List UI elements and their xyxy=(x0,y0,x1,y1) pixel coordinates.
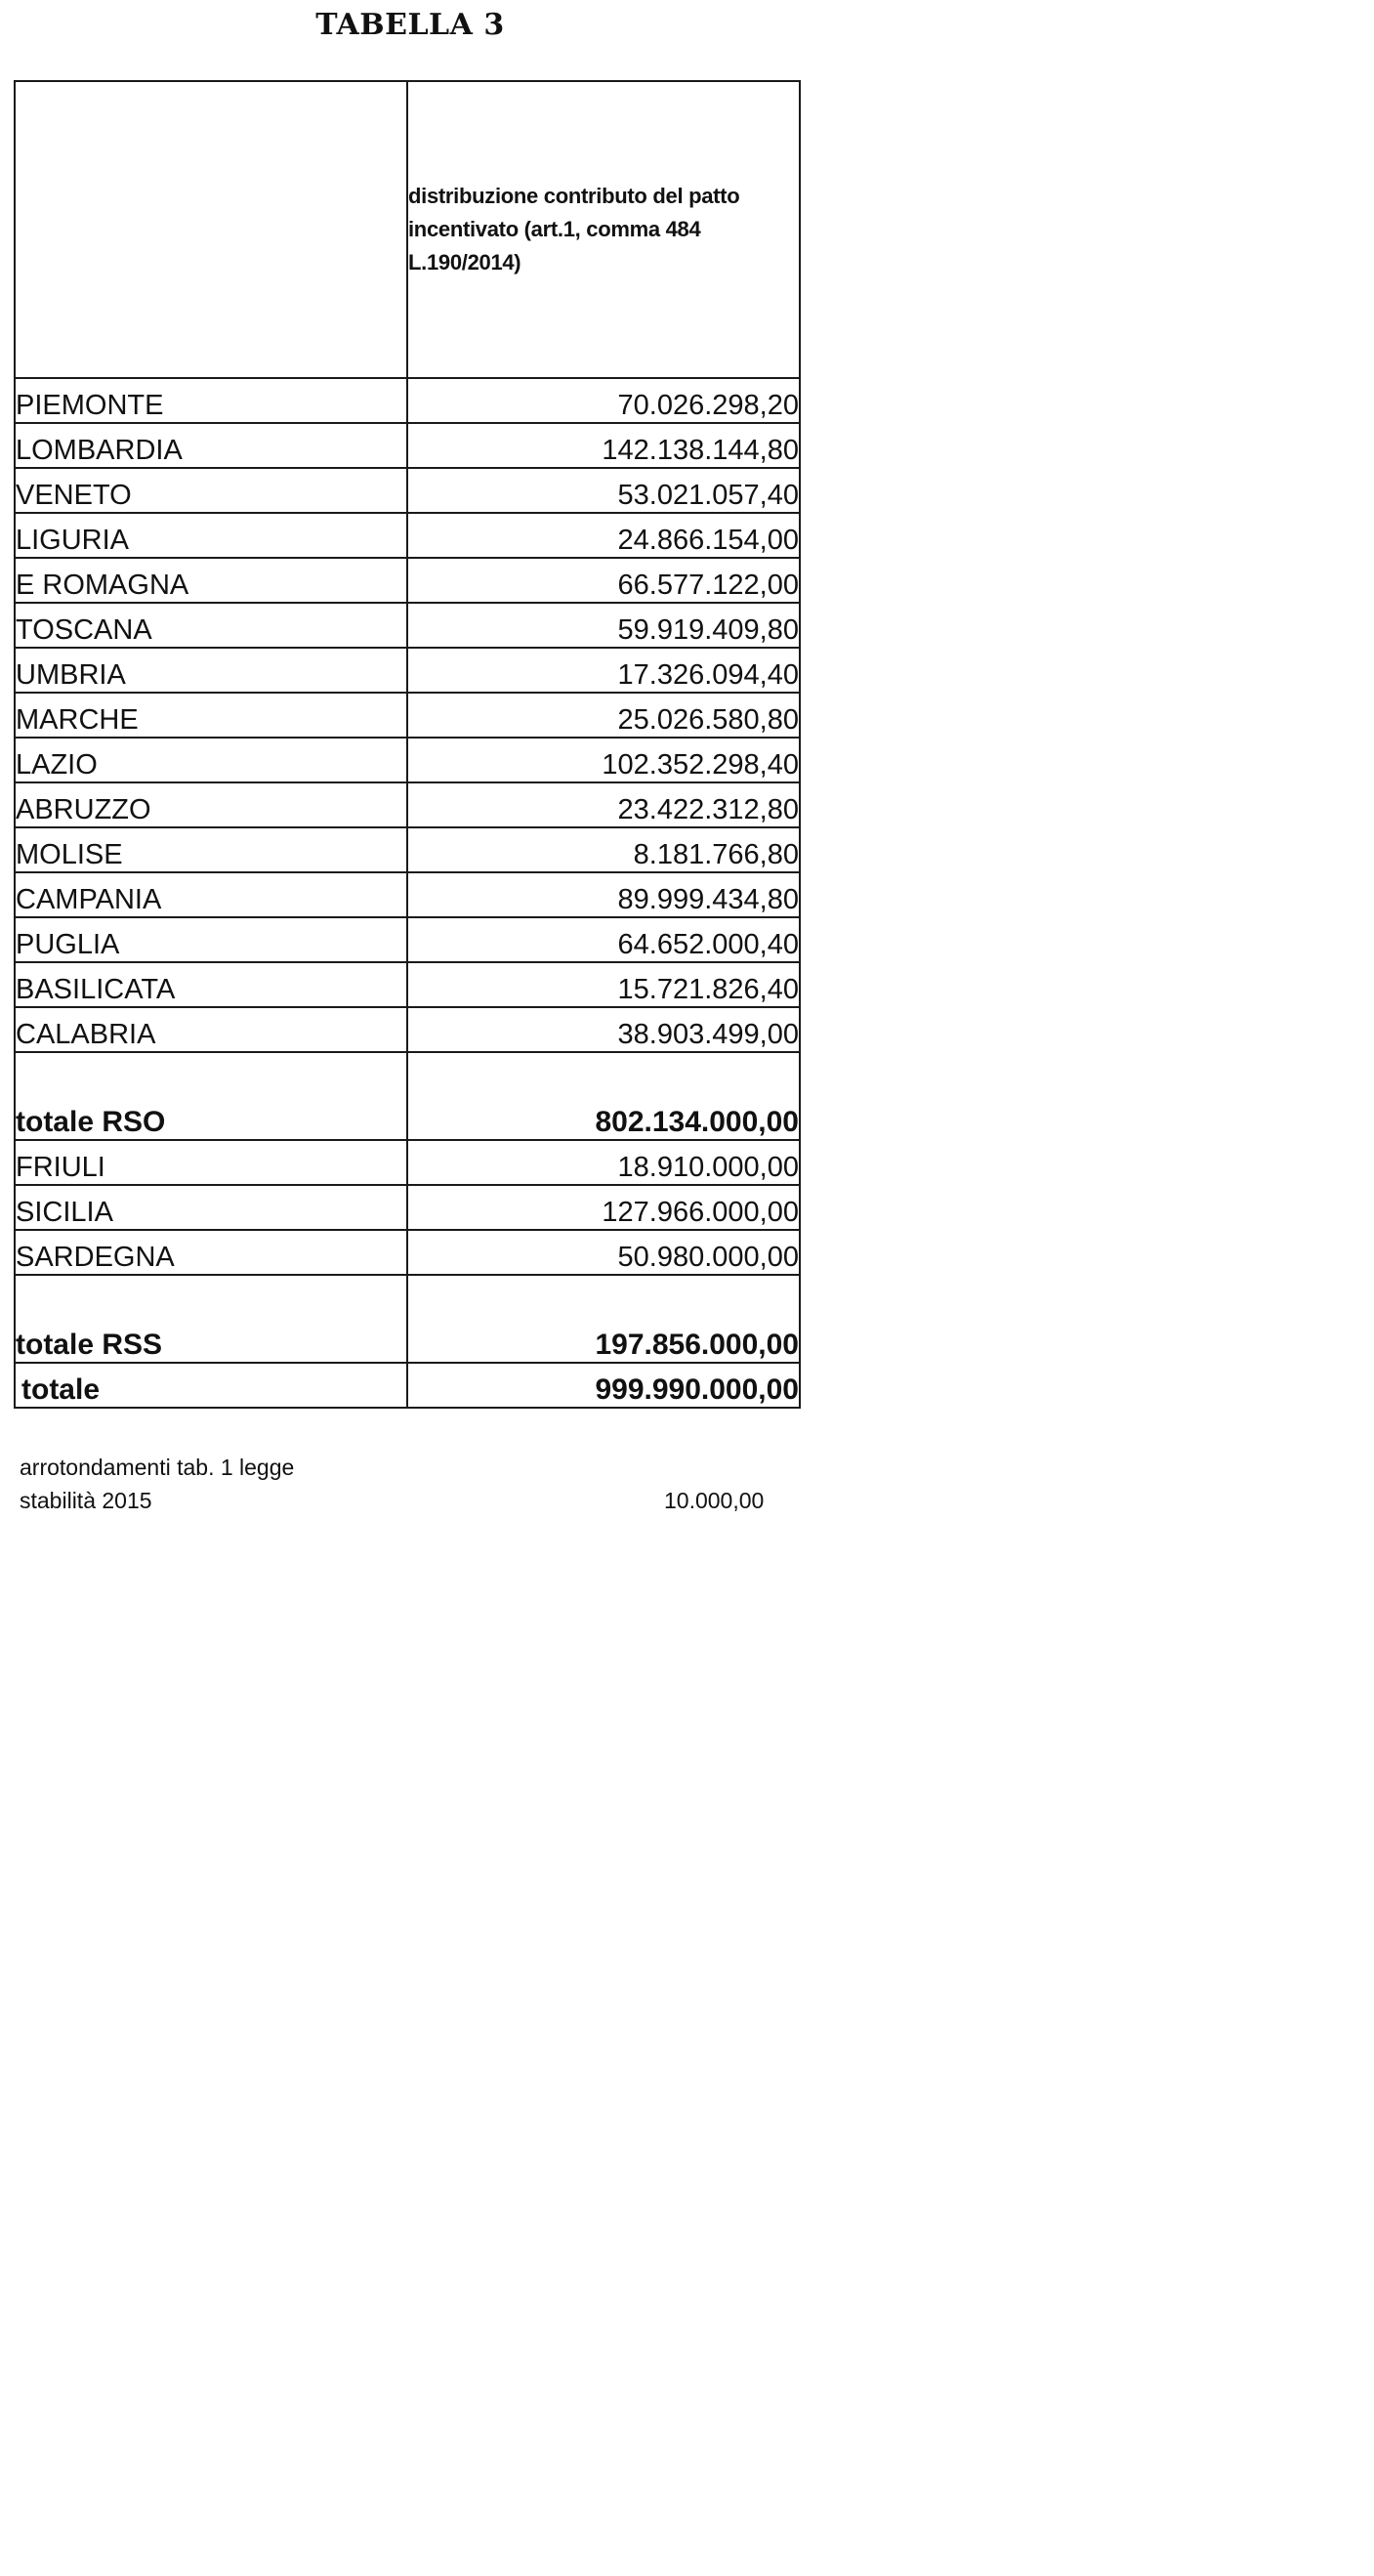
region-name: E ROMAGNA xyxy=(15,558,407,603)
footnote-label-line2: stabilità 2015 xyxy=(20,1488,152,1513)
footnote-label xyxy=(20,1451,294,1517)
region-value: 17.326.094,40 xyxy=(407,648,800,693)
table-row xyxy=(15,468,800,513)
total-rss-label: totale RSS xyxy=(15,1275,407,1363)
table-row xyxy=(15,648,800,693)
region-name: LAZIO xyxy=(15,738,407,782)
region-value: 23.422.312,80 xyxy=(407,782,800,827)
table-row xyxy=(15,378,800,423)
region-value: 8.181.766,80 xyxy=(407,827,800,872)
region-value: 127.966.000,00 xyxy=(407,1185,800,1230)
table-row xyxy=(15,962,800,1007)
region-value: 18.910.000,00 xyxy=(407,1140,800,1185)
region-name: MARCHE xyxy=(15,693,407,738)
total-rso-label: totale RSO xyxy=(15,1052,407,1140)
table-row xyxy=(15,782,800,827)
region-name: PIEMONTE xyxy=(15,378,407,423)
region-name: CALABRIA xyxy=(15,1007,407,1052)
table-row xyxy=(15,1007,800,1052)
region-value: 64.652.000,40 xyxy=(407,917,800,962)
table-row xyxy=(15,513,800,558)
region-name: UMBRIA xyxy=(15,648,407,693)
region-value: 66.577.122,00 xyxy=(407,558,800,603)
region-value: 70.026.298,20 xyxy=(407,378,800,423)
region-value: 53.021.057,40 xyxy=(407,468,800,513)
table-row xyxy=(15,738,800,782)
total-rss-row xyxy=(15,1275,800,1363)
region-name: MOLISE xyxy=(15,827,407,872)
region-name: ABRUZZO xyxy=(15,782,407,827)
region-name: CAMPANIA xyxy=(15,872,407,917)
table-header-row xyxy=(15,81,800,378)
region-name: VENETO xyxy=(15,468,407,513)
region-value: 38.903.499,00 xyxy=(407,1007,800,1052)
table-row xyxy=(15,1230,800,1275)
region-value: 25.026.580,80 xyxy=(407,693,800,738)
region-name: FRIULI xyxy=(15,1140,407,1185)
region-name: LOMBARDIA xyxy=(15,423,407,468)
region-value: 142.138.144,80 xyxy=(407,423,800,468)
header-value-cell: distribuzione contributo del patto incentivato (art.1, comma 484 L.190/2014) xyxy=(407,81,800,378)
total-rso-row xyxy=(15,1052,800,1140)
table-row xyxy=(15,693,800,738)
region-value: 89.999.434,80 xyxy=(407,872,800,917)
page-title: TABELLA 3 xyxy=(315,8,505,42)
region-name: SARDEGNA xyxy=(15,1230,407,1275)
region-value: 15.721.826,40 xyxy=(407,962,800,1007)
table-row xyxy=(15,1185,800,1230)
region-name: LIGURIA xyxy=(15,513,407,558)
table-row xyxy=(15,423,800,468)
table-row xyxy=(15,1140,800,1185)
table-row xyxy=(15,603,800,648)
region-name: SICILIA xyxy=(15,1185,407,1230)
footnote-value: 10.000,00 xyxy=(664,1488,765,1513)
region-name: TOSCANA xyxy=(15,603,407,648)
header-region-cell xyxy=(15,81,407,378)
region-value: 59.919.409,80 xyxy=(407,603,800,648)
table-row xyxy=(15,558,800,603)
footnote-label-line1: arrotondamenti tab. 1 legge xyxy=(20,1455,295,1480)
total-rso-value: 802.134.000,00 xyxy=(407,1052,800,1140)
region-value: 24.866.154,00 xyxy=(407,513,800,558)
region-name: BASILICATA xyxy=(15,962,407,1007)
region-value: 102.352.298,40 xyxy=(407,738,800,782)
table-row xyxy=(15,872,800,917)
contribution-table xyxy=(14,80,801,1409)
grand-total-label: totale xyxy=(15,1363,407,1408)
grand-total-row xyxy=(15,1363,800,1408)
region-value: 50.980.000,00 xyxy=(407,1230,800,1275)
grand-total-value: 999.990.000,00 xyxy=(407,1363,800,1408)
region-name: PUGLIA xyxy=(15,917,407,962)
total-rss-value: 197.856.000,00 xyxy=(407,1275,800,1363)
table-row xyxy=(15,917,800,962)
table-row xyxy=(15,827,800,872)
